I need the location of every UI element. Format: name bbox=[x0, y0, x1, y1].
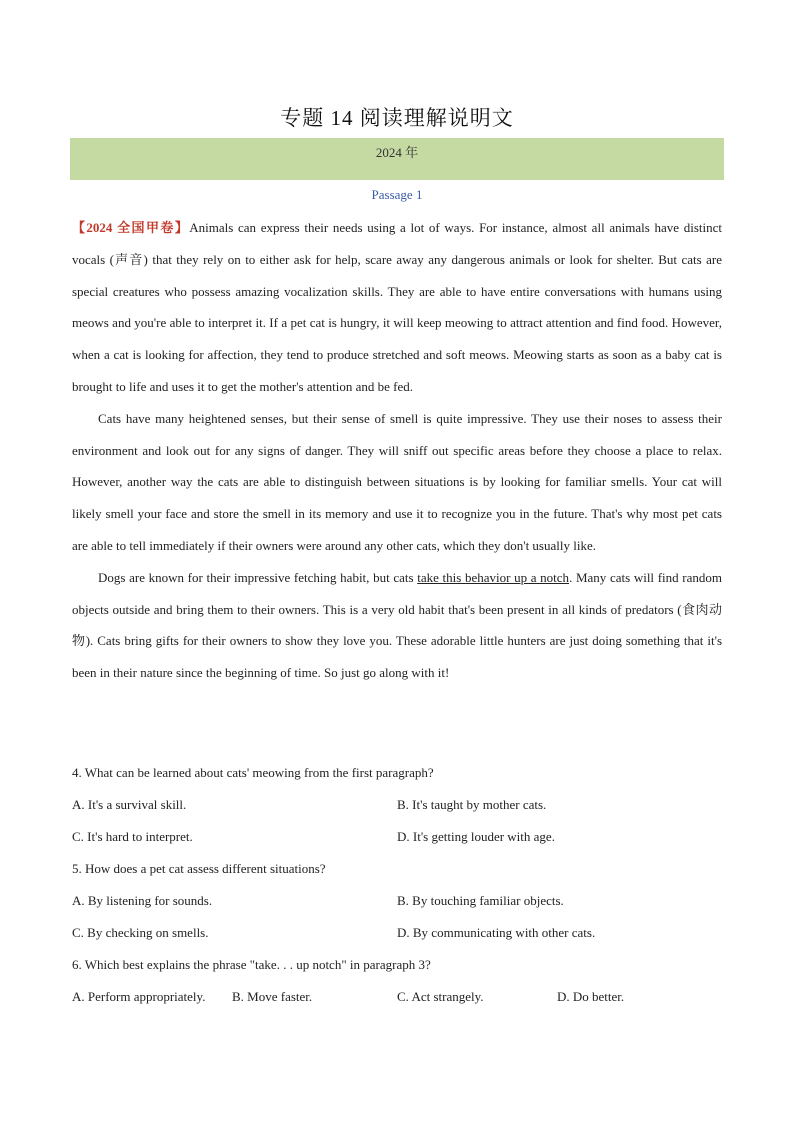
question-5-option-b: B. By touching familiar objects. bbox=[397, 893, 564, 908]
question-6-option-a: A. Perform appropriately. bbox=[72, 989, 206, 1004]
year-band bbox=[70, 138, 724, 180]
question-5-option-d: D. By communicating with other cats. bbox=[397, 925, 596, 940]
question-5-option-a: A. By listening for sounds. bbox=[72, 893, 213, 908]
question-4-option-b: B. It's taught by mother cats. bbox=[397, 797, 547, 812]
passage-body bbox=[72, 212, 722, 689]
question-4-option-d: D. It's getting louder with age. bbox=[397, 829, 555, 844]
paragraph-1-text: Animals can express their needs using a lot of ways. For instance, almost all animals have distinct vocals (声音) that they rely on to either ask for help, scare away any dangerous animals or look for shelter. But cats are special creatures who possess amazing vocalization skills. They are able to have entire conversations with humans using meows and you're able to interpret it. If a pet cat is hungry, it will keep meowing to attract attention and find food. However, when a cat is looking for affection, they tend to produce stretched and soft meows. Meowing starts as soon as a baby cat is brought to life and uses it to get the mother's attention and be fed. bbox=[72, 220, 722, 394]
question-4-option-c: C. It's hard to interpret. bbox=[72, 829, 193, 844]
question-4-option-a: A. It's a survival skill. bbox=[72, 797, 187, 812]
question-6-stem: 6. Which best explains the phrase "take. . . up notch" in paragraph 3? bbox=[72, 957, 431, 972]
question-6-option-c: C. Act strangely. bbox=[397, 989, 484, 1004]
question-5-options-row-2 bbox=[72, 917, 722, 949]
paragraph-3 bbox=[72, 562, 722, 689]
question-6-option-d: D. Do better. bbox=[557, 989, 625, 1004]
question-4-options-row-2 bbox=[72, 821, 722, 853]
paragraph-1 bbox=[72, 212, 722, 403]
question-4-options-row-1 bbox=[72, 789, 722, 821]
year-label: 2024 年 bbox=[375, 145, 419, 160]
question-5-options-row-1 bbox=[72, 885, 722, 917]
passage-label: Passage 1 bbox=[371, 187, 423, 202]
question-5-option-c: C. By checking on smells. bbox=[72, 925, 209, 940]
question-4-stem: 4. What can be learned about cats' meowing from the first paragraph? bbox=[72, 765, 434, 780]
questions-section bbox=[72, 757, 722, 1013]
page-title: 专题 14 阅读理解说明文 bbox=[280, 106, 514, 130]
paragraph-3-text-after: . Many cats will find random objects outside and bring them to their owners. This is a very old habit that's been present in all kinds of predators (食肉动物). Cats bring gifts for their owners to show they love you. These adorable little hunters are just doing something that it's been in their nature since the beginning of time. So just go along with it! bbox=[72, 569, 722, 681]
question-6-options-row bbox=[72, 981, 722, 1013]
question-5-stem: 5. How does a pet cat assess different situations? bbox=[72, 861, 326, 876]
source-tag: 【2024 全国甲卷】 bbox=[72, 220, 190, 235]
paragraph-3-text-before: Dogs are known for their impressive fetching habit, but cats bbox=[98, 569, 418, 585]
question-6-option-b: B. Move faster. bbox=[232, 989, 313, 1004]
underlined-phrase: take this behavior up a notch bbox=[417, 569, 570, 585]
paragraph-2: Cats have many heightened senses, but their sense of smell is quite impressive. They use their noses to assess their environment and look out for any signs of danger. They will sniff out specific areas before they choose a place to relax. However, another way the cats are able to distinguish between situations is by looking for familiar smells. Your cat will likely smell your face and store the smell in its memory and use it to recognize you in the future. That's why most pet cats are able to tell immediately if their owners were around any other cats, which they don't usually like. bbox=[72, 410, 722, 553]
